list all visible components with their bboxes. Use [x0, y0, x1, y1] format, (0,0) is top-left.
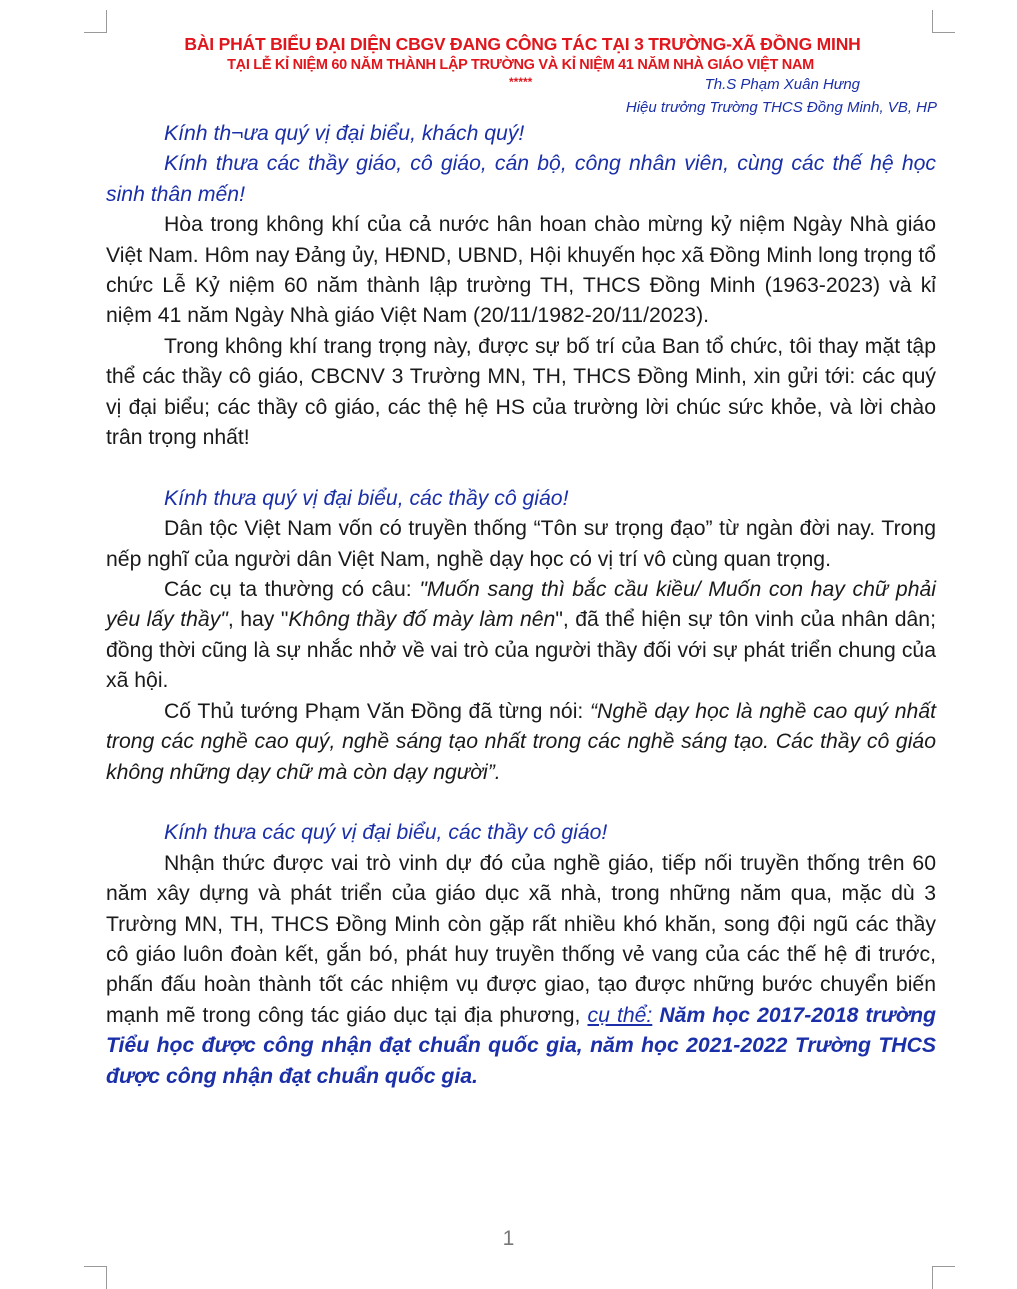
proverb-quote-2: Không thầy đố mày làm nên: [288, 608, 556, 632]
achievements-text: Nhận thức được vai trò vinh dự đó của nghề giáo, tiếp nối truyền thống trên 60 năm xây dựng và phát triển của giáo dục xã nhà, trong những năm qua, mặc dù 3 Trường MN, TH, THCS Đồng Minh còn gặp rất nhiều khó khăn, song đội ngũ các thầy cô giáo luôn đoàn kết, gắn bó, phát huy truyền thống vẻ vang của các thế hệ đi trước, phấn đấu hoàn thành tốt các nhiệm vụ được giao, tạo được những bước chuyển biến mạnh mẽ trong công tác giáo dục tại địa phương,: [106, 851, 936, 1027]
greeting-guests-teachers-2: Kính thưa các quý vị đại biểu, các thầy cô giáo!: [164, 821, 608, 845]
proverbs-connector: , hay ": [227, 608, 289, 632]
greeting-teachers: Kính thưa các thầy giáo, cô giáo, cán bộ, công nhân viên, cùng các thế hệ học sinh thân mến!: [106, 152, 936, 206]
paragraph-pham-van-dong-quote: [106, 697, 936, 788]
achievements-highlight: Năm học 2017-2018 trường Tiểu học được công nhận đạt chuẩn quốc gia, năm học 2021-2022 Trường THCS được công nhận đạt chuẩn quốc gia.: [106, 1003, 936, 1088]
paragraph-spacer: [106, 453, 936, 483]
document-body: [106, 119, 936, 1092]
page-corner-mark-bottom-left: [84, 1266, 107, 1289]
page-number: 1: [502, 1227, 515, 1250]
paragraph-achievements: [106, 849, 936, 1092]
achievements-specifically-label: cụ thể:: [587, 1003, 653, 1027]
paragraph-intro: Hòa trong không khí của cả nước hân hoan chào mừng kỷ niệm Ngày Nhà giáo Việt Nam. Hôm nay Đảng ủy, HĐND, UBND, Hội khuyến học xã Đồng Minh long trọng tổ chức Lễ Kỷ niệm 60 năm thành lập trường TH, THCS Đồng Minh (1963-2023) và kỉ niệm 41 năm Ngày Nhà giáo Việt Nam (20/11/1982-20/11/2023).: [106, 213, 936, 328]
author-position: Hiệu trưởng Trường THCS Đồng Minh, VB, HP: [625, 99, 937, 116]
greeting-guests: Kính th¬ưa quý vị đại biểu, khách quý!: [164, 122, 525, 145]
page-corner-mark-top-right: [932, 10, 955, 33]
greeting-guests-teachers: Kính thưa quý vị đại biểu, các thầy cô giáo!: [164, 486, 569, 510]
proverbs-conclusion: ", đã thể hiện sự tôn vinh của nhân dân; đồng thời cũng là sự nhắc nhở về vai trò của người thầy đối với sự phát triển chung của xã hội.: [106, 608, 936, 693]
author-name: Th.S Phạm Xuân Hưng: [704, 76, 860, 93]
quote-text: “Nghề dạy học là nghề cao quý nhất trong các nghề cao quý, nghề sáng tạo nhất trong các nghề sáng tạo. Các thầy cô giáo không những dạy chữ mà còn dạy người”.: [106, 699, 936, 784]
document-title: BÀI PHÁT BIỂU ĐẠI DIỆN CBGV ĐANG CÔNG TÁC TẠI 3 TRƯỜNG-XÃ ĐỒNG MINH: [184, 34, 861, 54]
quote-intro: Cố Thủ tướng Phạm Văn Đồng đã từng nói:: [164, 699, 590, 723]
proverb-quote-1: "Muốn sang thì bắc cầu kiều/ Muốn con hay chữ phải yêu lấy thầy": [106, 578, 936, 632]
proverbs-intro: Các cụ ta thường có câu:: [164, 578, 420, 602]
document-subtitle: TẠI LỄ KỈ NIỆM 60 NĂM THÀNH LẬP TRƯỜNG VÀ KỈ NIỆM 41 NĂM NHÀ GIÁO VIỆT NAM: [227, 57, 814, 73]
page-corner-mark-bottom-right: [932, 1266, 955, 1289]
paragraph-greeting-message: Trong không khí trang trọng này, được sự bố trí của Ban tổ chức, tôi thay mặt tập thể các thầy cô giáo, CBCNV 3 Trường MN, TH, THCS Đồng Minh, xin gửi tới: các quý vị đại biểu; các thầy cô giáo, các thệ hệ HS của trường lời chúc sức khỏe, và lời chào trân trọng nhất!: [106, 334, 936, 450]
title-separator-stars: *****: [509, 75, 533, 89]
paragraph-tradition: Dân tộc Việt Nam vốn có truyền thống “Tôn sư trọng đạo” từ ngàn đời nay. Trong nếp nghĩ của người dân Việt Nam, nghề dạy học có vị trí vô cùng quan trọng.: [106, 517, 936, 571]
paragraph-spacer: [106, 788, 936, 818]
paragraph-proverbs: [106, 575, 936, 697]
page-corner-mark-top-left: [84, 10, 107, 33]
